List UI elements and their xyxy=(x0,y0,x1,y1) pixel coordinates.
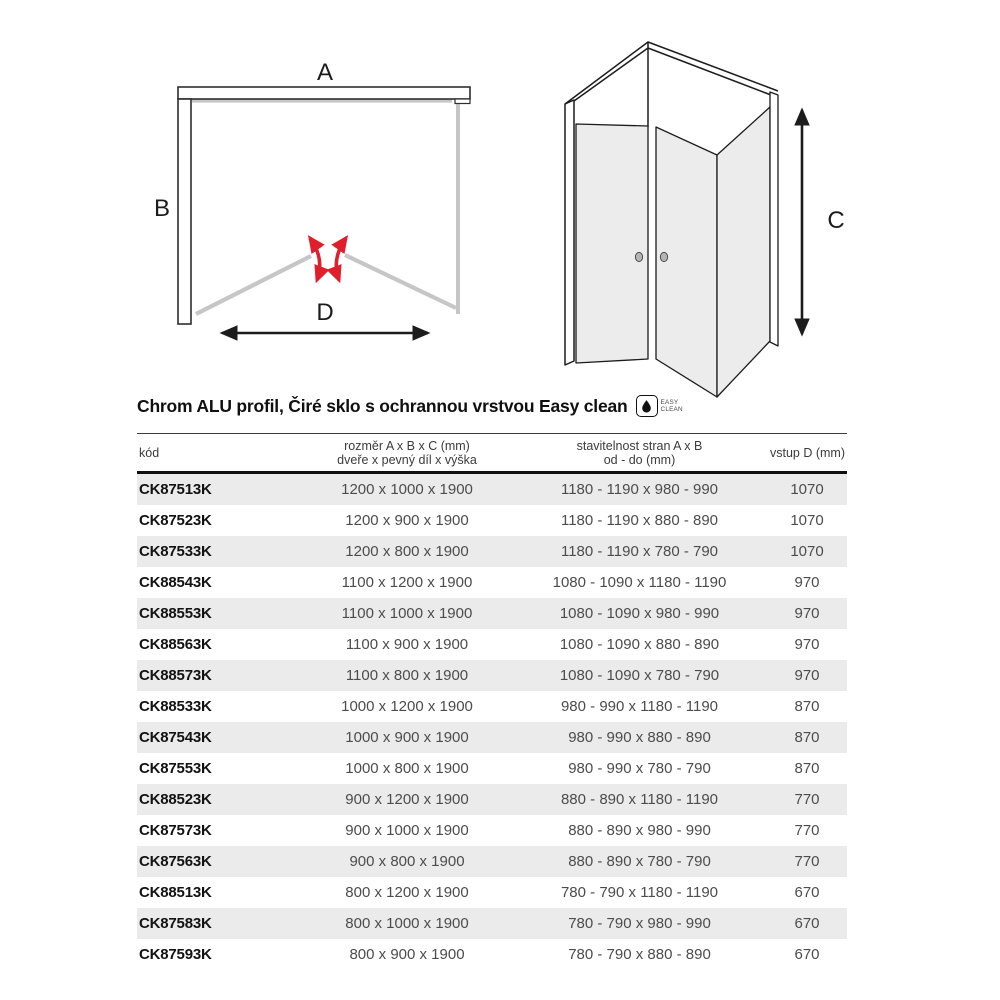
adjustability-cell: 980 - 990 x 1180 - 1190 xyxy=(560,698,719,715)
door-knob-icon xyxy=(660,252,667,261)
product-code-cell: CK88513K xyxy=(139,884,212,901)
size-cell: 1200 x 1000 x 1900 xyxy=(341,481,473,498)
product-code-cell: CK88573K xyxy=(139,667,212,684)
adjustability-cell: 1080 - 1090 x 980 - 990 xyxy=(559,605,720,622)
adjustability-cell: 1180 - 1190 x 880 - 890 xyxy=(560,512,719,529)
adjustability-cell: 980 - 990 x 880 - 890 xyxy=(568,729,711,746)
right-profile-bar xyxy=(770,92,778,346)
side-panel xyxy=(717,107,770,397)
table-row xyxy=(137,660,847,691)
adjustability-cell: 1180 - 1190 x 780 - 790 xyxy=(560,543,719,560)
size-cell: 900 x 1000 x 1900 xyxy=(345,822,469,839)
wall-a-profile xyxy=(178,87,470,99)
table-row xyxy=(137,473,847,506)
product-code-cell: CK87523K xyxy=(139,512,212,529)
size-cell: 1200 x 800 x 1900 xyxy=(345,543,469,560)
page-title: Chrom ALU profil, Čiré sklo s ochrannou vrstvou Easy clean xyxy=(137,395,628,416)
adjustability-cell: 780 - 790 x 880 - 890 xyxy=(568,946,711,963)
size-cell: 1200 x 900 x 1900 xyxy=(345,512,469,529)
header-adjustability: stavitelnost stran A x B od - do (mm) xyxy=(576,439,703,467)
size-cell: 800 x 1200 x 1900 xyxy=(345,884,469,901)
product-code-cell: CK88533K xyxy=(139,698,212,715)
size-cell: 1000 x 800 x 1900 xyxy=(345,760,469,777)
entry-width-cell: 670 xyxy=(794,884,820,901)
adjustability-cell: 880 - 890 x 780 - 790 xyxy=(568,853,711,870)
adjustability-cell: 880 - 890 x 980 - 990 xyxy=(568,822,711,839)
adjustability-cell: 1080 - 1090 x 780 - 790 xyxy=(559,667,720,684)
entry-width-cell: 970 xyxy=(794,636,820,653)
entry-width-cell: 1070 xyxy=(790,543,824,560)
size-cell: 1100 x 800 x 1900 xyxy=(345,667,469,684)
table-row xyxy=(137,939,847,970)
entry-width-cell: 770 xyxy=(794,822,820,839)
table-body xyxy=(137,473,847,971)
easy-clean-label: EASY CLEAN xyxy=(660,399,683,413)
spec-table xyxy=(137,433,847,970)
door-swing-arrows xyxy=(310,238,346,280)
entry-width-cell: 770 xyxy=(794,853,820,870)
product-code-cell: CK88563K xyxy=(139,636,212,653)
adjustability-cell: 1080 - 1090 x 1180 - 1190 xyxy=(552,574,727,591)
entry-width-cell: 970 xyxy=(794,605,820,622)
left-profile-bar xyxy=(565,100,574,365)
size-cell: 1100 x 1000 x 1900 xyxy=(341,605,473,622)
entry-width-cell: 770 xyxy=(794,791,820,808)
technical-diagrams xyxy=(0,0,1000,430)
product-code-cell: CK87533K xyxy=(139,543,212,560)
entry-width-cell: 970 xyxy=(794,667,820,684)
size-cell: 800 x 1000 x 1900 xyxy=(345,915,469,932)
table-row xyxy=(137,629,847,660)
water-drop-icon xyxy=(636,395,658,417)
wall-profiles xyxy=(178,87,470,324)
table-header xyxy=(137,434,847,473)
size-cell: 900 x 800 x 1900 xyxy=(349,853,465,870)
product-code-cell: CK87543K xyxy=(139,729,212,746)
adjustability-cell: 880 - 890 x 1180 - 1190 xyxy=(560,791,719,808)
product-code-cell: CK88523K xyxy=(139,791,212,808)
left-door-glass xyxy=(196,256,311,314)
table-row xyxy=(137,598,847,629)
entry-width-cell: 670 xyxy=(794,946,820,963)
table-row xyxy=(137,877,847,908)
dim-label-d: D xyxy=(316,299,334,326)
header-size: rozměr A x B x C (mm) dveře x pevný díl x výška xyxy=(337,439,477,467)
dim-label-a: A xyxy=(316,59,334,86)
adjustability-cell: 980 - 990 x 780 - 790 xyxy=(568,760,711,777)
wall-b-profile xyxy=(178,99,191,324)
dim-label-c: C xyxy=(827,207,845,234)
table-row xyxy=(137,784,847,815)
table-row xyxy=(137,536,847,567)
table-row xyxy=(137,846,847,877)
size-cell: 800 x 900 x 1900 xyxy=(349,946,465,963)
adjustability-cell: 1080 - 1090 x 880 - 890 xyxy=(559,636,720,653)
product-code-cell: CK87583K xyxy=(139,915,212,932)
entry-width-cell: 1070 xyxy=(790,481,824,498)
entry-width-cell: 970 xyxy=(794,574,820,591)
left-door-panel xyxy=(576,124,648,363)
header-entry: vstup D (mm) xyxy=(770,446,845,460)
size-cell: 1100 x 1200 x 1900 xyxy=(341,574,473,591)
table-row xyxy=(137,908,847,939)
entry-width-cell: 1070 xyxy=(790,512,824,529)
perspective-view-diagram xyxy=(565,42,845,397)
product-code-cell: CK87513K xyxy=(139,481,212,498)
entry-width-cell: 870 xyxy=(794,698,820,715)
dim-label-b: B xyxy=(153,195,171,222)
glass-panel-lines xyxy=(192,100,458,314)
title-row xyxy=(137,395,877,417)
adjustability-cell: 1180 - 1190 x 980 - 990 xyxy=(560,481,719,498)
table-row xyxy=(137,722,847,753)
table-row xyxy=(137,815,847,846)
easy-clean-badge xyxy=(636,395,683,417)
door-knob-icon xyxy=(635,252,642,261)
top-view-diagram xyxy=(154,59,470,333)
product-code-cell: CK87553K xyxy=(139,760,212,777)
size-cell: 900 x 1200 x 1900 xyxy=(345,791,469,808)
glass-panels-3d xyxy=(576,92,778,397)
right-door-glass xyxy=(345,255,456,308)
product-code-cell: CK88553K xyxy=(139,605,212,622)
table-row xyxy=(137,691,847,722)
right-door-panel xyxy=(656,127,717,397)
entry-width-cell: 670 xyxy=(794,915,820,932)
size-cell: 1000 x 1200 x 1900 xyxy=(341,698,473,715)
entry-width-cell: 870 xyxy=(794,729,820,746)
header-code: kód xyxy=(139,446,160,460)
door-knobs xyxy=(635,252,667,261)
table-row xyxy=(137,505,847,536)
product-code-cell: CK87593K xyxy=(139,946,212,963)
product-code-cell: CK87563K xyxy=(139,853,212,870)
table-row xyxy=(137,567,847,598)
product-code-cell: CK88543K xyxy=(139,574,212,591)
entry-width-cell: 870 xyxy=(794,760,820,777)
table-row xyxy=(137,753,847,784)
adjustability-cell: 780 - 790 x 1180 - 1190 xyxy=(560,884,719,901)
size-cell: 1000 x 900 x 1900 xyxy=(345,729,469,746)
size-cell: 1100 x 900 x 1900 xyxy=(345,636,469,653)
product-code-cell: CK87573K xyxy=(139,822,212,839)
wall-a-endcap xyxy=(455,99,470,104)
adjustability-cell: 780 - 790 x 980 - 990 xyxy=(568,915,711,932)
